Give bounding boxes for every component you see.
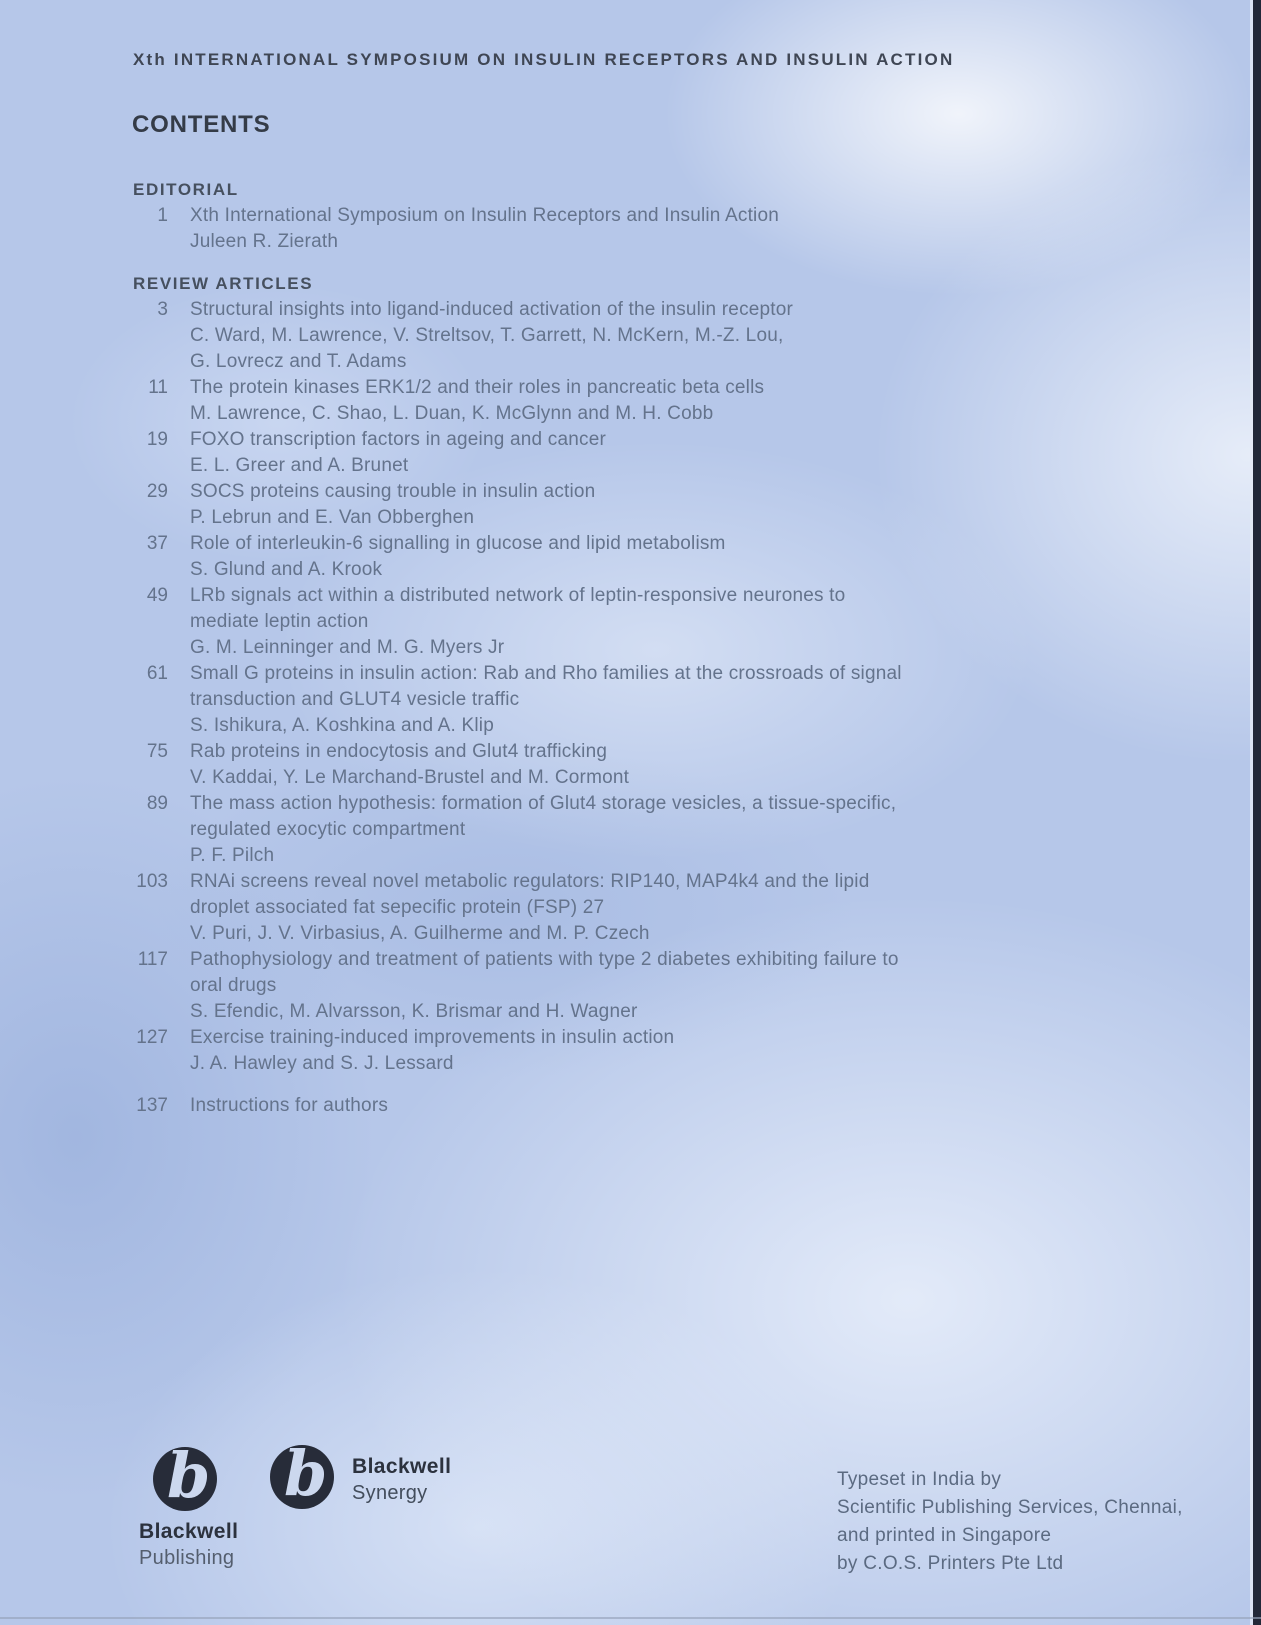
toc-entry-line: C. Ward, M. Lawrence, V. Streltsov, T. Garrett, N. McKern, M.-Z. Lou,	[190, 325, 784, 346]
toc-entry	[133, 1093, 1093, 1119]
toc-section-heading: EDITORIAL	[133, 180, 239, 199]
toc-entry-line: P. F. Pilch	[190, 845, 275, 866]
toc-entry-line: V. Kaddai, Y. Le Marchand-Brustel and M. Cormont	[190, 767, 630, 788]
toc-section	[133, 1093, 1093, 1119]
toc-entry-line: G. M. Leinninger and M. G. Myers Jr	[190, 637, 505, 658]
toc-entry-line: regulated exocytic compartment	[190, 819, 466, 840]
toc-entry	[133, 531, 1093, 583]
toc-entry-line: Exercise training-induced improvements in insulin action	[190, 1027, 675, 1048]
toc-page-number: 75	[146, 741, 168, 762]
toc-entry-line: Role of interleukin-6 signalling in glucose and lipid metabolism	[190, 533, 726, 554]
blackwell-synergy-logo-icon	[270, 1445, 334, 1509]
toc-entry	[133, 947, 1093, 1025]
logo-b-glyph: b	[167, 1447, 211, 1511]
toc-entry-line: oral drugs	[190, 975, 277, 996]
toc-entry-text	[190, 427, 606, 479]
toc-entry-line: Small G proteins in insulin action: Rab and Rho families at the crossroads of signal	[190, 663, 902, 684]
toc-entry	[133, 739, 1093, 791]
toc-entry-text	[190, 375, 764, 427]
toc-entry-text	[190, 869, 869, 947]
toc-page-number: 127	[136, 1027, 168, 1048]
toc-entry	[133, 791, 1093, 869]
toc-entry	[133, 427, 1093, 479]
toc-entry-line: Pathophysiology and treatment of patients with type 2 diabetes exhibiting failure to	[190, 949, 899, 970]
toc-page-number: 61	[146, 663, 168, 684]
symposium-title: Xth INTERNATIONAL SYMPOSIUM ON INSULIN RECEPTORS AND INSULIN ACTION	[133, 50, 955, 69]
scan-edge-right	[1253, 0, 1261, 1625]
toc-page-number: 49	[146, 585, 168, 606]
blackwell-publishing-division: Publishing	[139, 1547, 235, 1569]
toc-entry	[133, 661, 1093, 739]
colophon-line: Typeset in India by	[837, 1469, 1002, 1490]
toc-entry-line: S. Efendic, M. Alvarsson, K. Brismar and H. Wagner	[190, 1001, 638, 1022]
toc-entry-line: S. Ishikura, A. Koshkina and A. Klip	[190, 715, 494, 736]
logo-b-glyph: b	[284, 1445, 328, 1509]
toc-entry-line: LRb signals act within a distributed network of leptin-responsive neurones to	[190, 585, 846, 606]
toc-page-number: 103	[136, 871, 168, 892]
contents-heading: CONTENTS	[132, 111, 271, 138]
toc-page-number: 37	[146, 533, 168, 554]
blackwell-synergy-name: Blackwell	[352, 1455, 452, 1478]
toc-page-number: 11	[148, 377, 168, 398]
toc-entry-line: S. Glund and A. Krook	[190, 559, 383, 580]
toc-page-number: 3	[157, 299, 168, 320]
toc-entry-line: J. A. Hawley and S. J. Lessard	[190, 1053, 454, 1074]
toc-entry-line: The mass action hypothesis: formation of Glut4 storage vesicles, a tissue-specific,	[190, 793, 897, 814]
toc-section	[133, 271, 1093, 1077]
toc-entry-line: FOXO transcription factors in ageing and cancer	[190, 429, 606, 450]
toc-entry	[133, 1025, 1093, 1077]
toc-entry-text	[190, 531, 726, 583]
toc-entry-text	[190, 479, 595, 531]
toc-page-number: 19	[146, 429, 168, 450]
toc-entry	[133, 479, 1093, 531]
toc-entry-text	[190, 791, 896, 869]
toc-entry	[133, 869, 1093, 947]
toc-entry-line: E. L. Greer and A. Brunet	[190, 455, 409, 476]
toc-entry-text	[190, 739, 629, 791]
toc-entry-line: Juleen R. Zierath	[190, 231, 339, 252]
toc-entry-text	[190, 203, 779, 255]
toc-entry-text	[190, 947, 899, 1025]
toc-entry-line: mediate leptin action	[190, 611, 369, 632]
toc-entry-line: V. Puri, J. V. Virbasius, A. Guilherme and M. P. Czech	[190, 923, 650, 944]
blackwell-publishing-logo-icon	[153, 1447, 217, 1511]
colophon	[837, 1466, 1237, 1578]
colophon-line: by C.O.S. Printers Pte Ltd	[837, 1553, 1064, 1574]
toc-entry	[133, 297, 1093, 375]
colophon-line: Scientific Publishing Services, Chennai,	[837, 1497, 1183, 1518]
toc-entry-line: Structural insights into ligand-induced activation of the insulin receptor	[190, 299, 794, 320]
toc-entry-line: The protein kinases ERK1/2 and their roles in pancreatic beta cells	[190, 377, 765, 398]
colophon-line: and printed in Singapore	[837, 1525, 1052, 1546]
toc-page-number: 89	[146, 793, 168, 814]
toc-entry-line: Instructions for authors	[190, 1095, 389, 1116]
toc-entry	[133, 375, 1093, 427]
toc-entry-text	[190, 297, 793, 375]
toc-entry-line: SOCS proteins causing trouble in insulin action	[190, 481, 596, 502]
scan-edge-bottom	[0, 1617, 1261, 1619]
toc-page-number: 117	[137, 949, 168, 970]
toc-section-heading: REVIEW ARTICLES	[133, 274, 314, 293]
toc-entry-text	[190, 1093, 388, 1119]
toc-entry	[133, 583, 1093, 661]
blackwell-publishing-name: Blackwell	[139, 1520, 239, 1543]
toc-entry-line: RNAi screens reveal novel metabolic regulators: RIP140, MAP4k4 and the lipid	[190, 871, 870, 892]
toc-entry-text	[190, 661, 902, 739]
toc-entry-line: Xth International Symposium on Insulin Receptors and Insulin Action	[190, 205, 780, 226]
blackwell-synergy-division: Synergy	[352, 1482, 428, 1504]
toc-page-number: 1	[157, 205, 168, 226]
toc-entry-line: G. Lovrecz and T. Adams	[190, 351, 407, 372]
toc-section	[133, 177, 1093, 255]
blackwell-synergy-wordmark	[352, 1453, 451, 1506]
toc-entry-line: Rab proteins in endocytosis and Glut4 trafficking	[190, 741, 608, 762]
toc-entry-line: P. Lebrun and E. Van Obberghen	[190, 507, 475, 528]
toc-page-number: 137	[136, 1095, 168, 1116]
toc-entry	[133, 203, 1093, 255]
toc-entry-line: M. Lawrence, C. Shao, L. Duan, K. McGlynn and M. H. Cobb	[190, 403, 714, 424]
toc-page-number: 29	[146, 481, 168, 502]
toc	[133, 177, 1093, 1119]
toc-entry-text	[190, 583, 845, 661]
toc-entry-text	[190, 1025, 674, 1077]
toc-entry-line: droplet associated fat sepecific protein (FSP) 27	[190, 897, 605, 918]
toc-entry-line: transduction and GLUT4 vesicle traffic	[190, 689, 520, 710]
